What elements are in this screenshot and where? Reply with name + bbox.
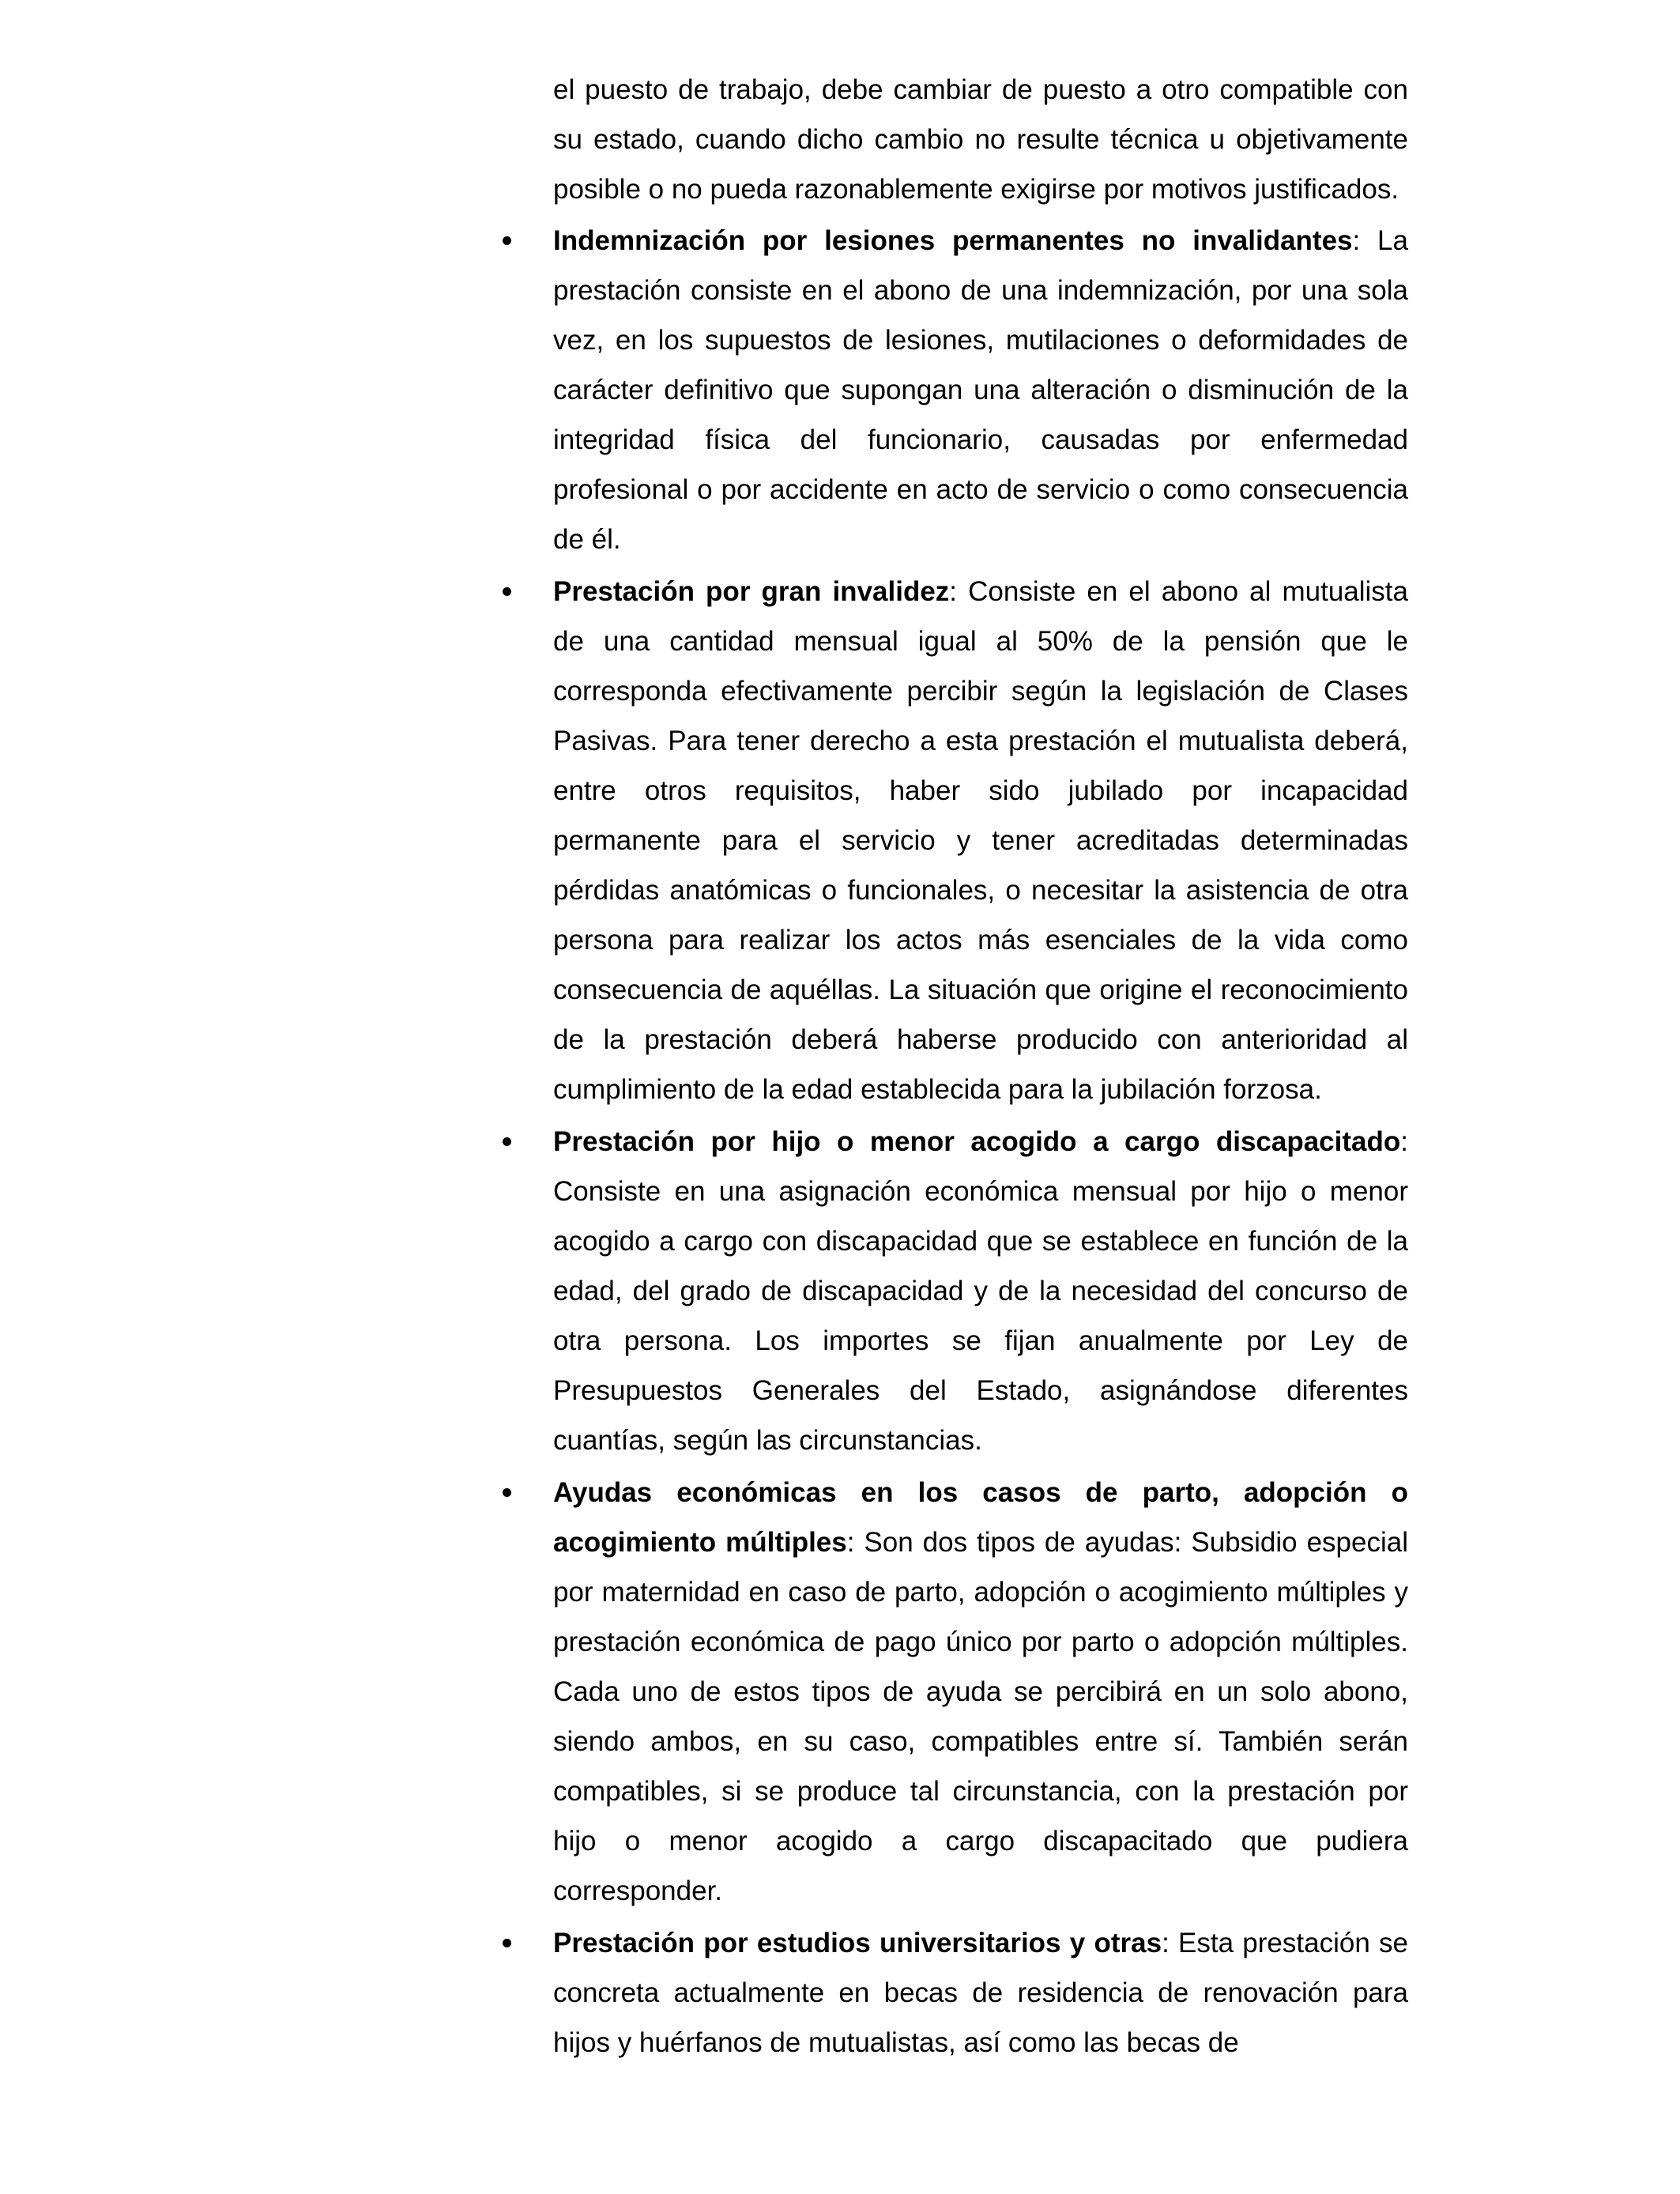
- item-title: Prestación por hijo o menor acogido a cargo discapacitado: [553, 1126, 1401, 1157]
- item-title: Prestación por gran invalidez: [553, 576, 950, 607]
- item-text: : Son dos tipos de ayudas: Subsidio especial por maternidad en caso de parto, adopción o acogimiento múltiples y prestación económica de pago único por parto o adopción múltiples. Cada uno de estos tipos de ayuda se percibirá en un solo abono, siendo ambos, en su caso, compatibles entre sí. También serán compatibles, si se produce tal circunstancia, con la prestación por hijo o menor acogido a cargo discapacitado que pudiera corresponder.: [553, 1527, 1408, 1906]
- bullet-icon: [503, 1939, 511, 1947]
- item-text: : La prestación consiste en el abono de una indemnización, por una sola vez, en los supuestos de lesiones, mutilaciones o deformidades de carácter definitivo que supongan una alteración o disminución de la integridad física del funcionario, causadas por enfermedad profesional o por accidente en acto de servicio o como consecuencia de él.: [553, 225, 1408, 555]
- bullet-icon: [503, 1137, 511, 1146]
- list-item-parto-multiple: [553, 1468, 1408, 1916]
- list-item-hijo-discapacitado: [553, 1117, 1408, 1465]
- intro-paragraph: el puesto de trabajo, debe cambiar de puesto a otro compatible con su estado, cuando dicho cambio no resulte técnica u objetivamente posible o no pueda razonablemente exigirse por motivos justificados.: [553, 74, 1408, 205]
- benefits-list: [553, 216, 1408, 2068]
- item-text: : Consiste en el abono al mutualista de una cantidad mensual igual al 50% de la pensión que le corresponda efectivamente percibir según la legislación de Clases Pasivas. Para tener derecho a esta prestación el mutualista deberá, entre otros requisitos, haber sido jubilado por incapacidad permanente para el servicio y tener acreditadas determinadas pérdidas anatómicas o funcionales, o necesitar la asistencia de otra persona para realizar los actos más esenciales de la vida como consecuencia de aquéllas. La situación que origine el reconocimiento de la prestación deberá haberse producido con anterioridad al cumplimiento de la edad establecida para la jubilación forzosa.: [553, 576, 1408, 1105]
- item-text: : Esta prestación se concreta actualmente en becas de residencia de renovación para hijos y huérfanos de mutualistas, así como las becas de: [553, 1928, 1408, 2058]
- list-item-indemnizacion: [553, 216, 1408, 564]
- bullet-icon: [503, 587, 511, 596]
- item-text: : Consiste en una asignación económica mensual por hijo o menor acogido a cargo con discapacidad que se establece en función de la edad, del grado de discapacidad y de la necesidad del concurso de otra persona. Los importes se fijan anualmente por Ley de Presupuestos Generales del Estado, asignándose diferentes cuantías, según las circunstancias.: [553, 1126, 1408, 1456]
- item-title: Ayudas económicas en los casos de parto, adopción o acogimiento múltiples: [553, 1477, 1408, 1558]
- item-title: Indemnización por lesiones permanentes no invalidantes: [553, 225, 1353, 256]
- bullet-icon: [503, 1488, 511, 1497]
- list-item-gran-invalidez: [553, 567, 1408, 1114]
- item-title: Prestación por estudios universitarios y otras: [553, 1928, 1162, 1958]
- document-body: [553, 65, 1408, 2070]
- list-item-estudios: [553, 1918, 1408, 2068]
- bullet-icon: [503, 236, 511, 245]
